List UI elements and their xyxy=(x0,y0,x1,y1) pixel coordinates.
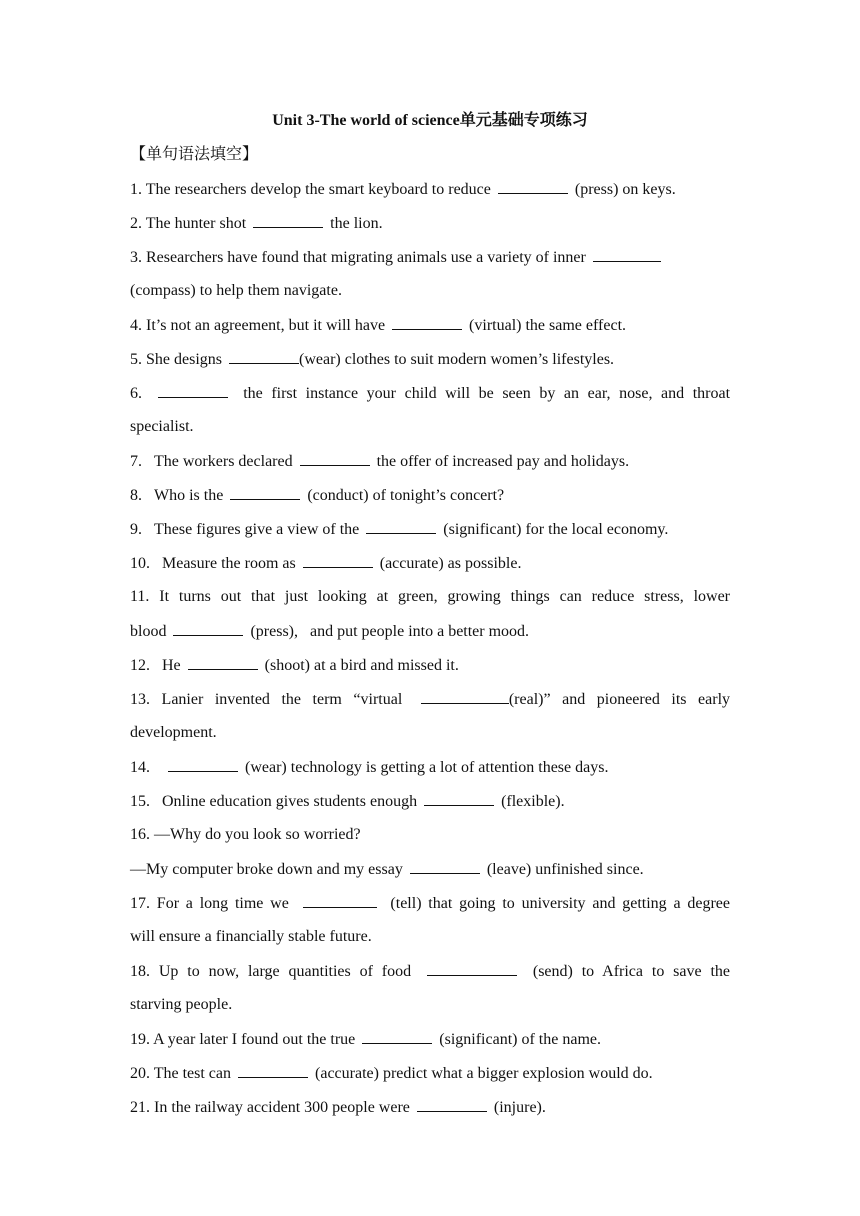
exercise-line: blood (press), and put people into a better mood. xyxy=(130,620,730,643)
exercise-line: 17. For a long time we (tell) that going to university and getting a degree xyxy=(130,892,730,915)
answer-blank[interactable] xyxy=(417,1096,487,1112)
answer-blank[interactable] xyxy=(238,1062,308,1078)
exercise-line: 1. The researchers develop the smart keyboard to reduce (press) on keys. xyxy=(130,178,730,201)
exercise-line: 14. (wear) technology is getting a lot of attention these days. xyxy=(130,756,730,779)
answer-blank[interactable] xyxy=(253,212,323,228)
exercise-line: 2. The hunter shot the lion. xyxy=(130,212,730,235)
exercise-line: 21. In the railway accident 300 people were (injure). xyxy=(130,1096,730,1119)
answer-blank[interactable] xyxy=(593,246,661,262)
exercise-line: 15. Online education gives students enough (flexible). xyxy=(130,790,730,813)
exercise-line: 13. Lanier invented the term “virtual (real)” and pioneered its early xyxy=(130,688,730,711)
exercise-line: 4. It’s not an agreement, but it will have (virtual) the same effect. xyxy=(130,314,730,337)
exercise-line: development. xyxy=(130,724,217,741)
page-title: Unit 3-The world of science单元基础专项练习 xyxy=(272,112,588,129)
exercise-line: 5. She designs (wear) clothes to suit modern women’s lifestyles. xyxy=(130,348,730,371)
exercise-line: 20. The test can (accurate) predict what a bigger explosion would do. xyxy=(130,1062,730,1085)
answer-blank[interactable] xyxy=(230,484,300,500)
answer-blank[interactable] xyxy=(303,892,377,908)
answer-blank[interactable] xyxy=(424,790,494,806)
exercise-line: 8. Who is the (conduct) of tonight’s concert? xyxy=(130,484,730,507)
answer-blank[interactable] xyxy=(173,620,243,636)
answer-blank[interactable] xyxy=(362,1028,432,1044)
exercise-line: specialist. xyxy=(130,418,194,435)
exercise-line: 9. These figures give a view of the (significant) for the local economy. xyxy=(130,518,730,541)
exercise-line: starving people. xyxy=(130,996,233,1013)
answer-blank[interactable] xyxy=(427,960,517,976)
exercise-line: (compass) to help them navigate. xyxy=(130,282,342,299)
answer-blank[interactable] xyxy=(158,382,228,398)
answer-blank[interactable] xyxy=(303,552,373,568)
exercise-line: 19. A year later I found out the true (significant) of the name. xyxy=(130,1028,730,1051)
answer-blank[interactable] xyxy=(392,314,462,330)
answer-blank[interactable] xyxy=(421,688,509,704)
exercise-line: 12. He (shoot) at a bird and missed it. xyxy=(130,654,730,677)
answer-blank[interactable] xyxy=(498,178,568,194)
answer-blank[interactable] xyxy=(188,654,258,670)
answer-blank[interactable] xyxy=(229,348,299,364)
exercise-line: 7. The workers declared the offer of increased pay and holidays. xyxy=(130,450,730,473)
exercise-line: 18. Up to now, large quantities of food (send) to Africa to save the xyxy=(130,960,730,983)
answer-blank[interactable] xyxy=(410,858,480,874)
answer-blank[interactable] xyxy=(300,450,370,466)
exercise-line: 16. —Why do you look so worried? xyxy=(130,826,361,843)
exercise-line: 3. Researchers have found that migrating animals use a variety of inner xyxy=(130,246,730,269)
exercise-line: —My computer broke down and my essay (leave) unfinished since. xyxy=(130,858,730,881)
section-heading: 【单句语法填空】 xyxy=(130,146,259,163)
answer-blank[interactable] xyxy=(366,518,436,534)
exercise-line: will ensure a financially stable future. xyxy=(130,928,372,945)
answer-blank[interactable] xyxy=(168,756,238,772)
exercise-line: 10. Measure the room as (accurate) as possible. xyxy=(130,552,730,575)
exercise-line: 11. It turns out that just looking at green, growing things can reduce stress, lower xyxy=(130,588,731,605)
exercise-line: 6. the first instance your child will be seen by an ear, nose, and throat xyxy=(130,382,730,405)
